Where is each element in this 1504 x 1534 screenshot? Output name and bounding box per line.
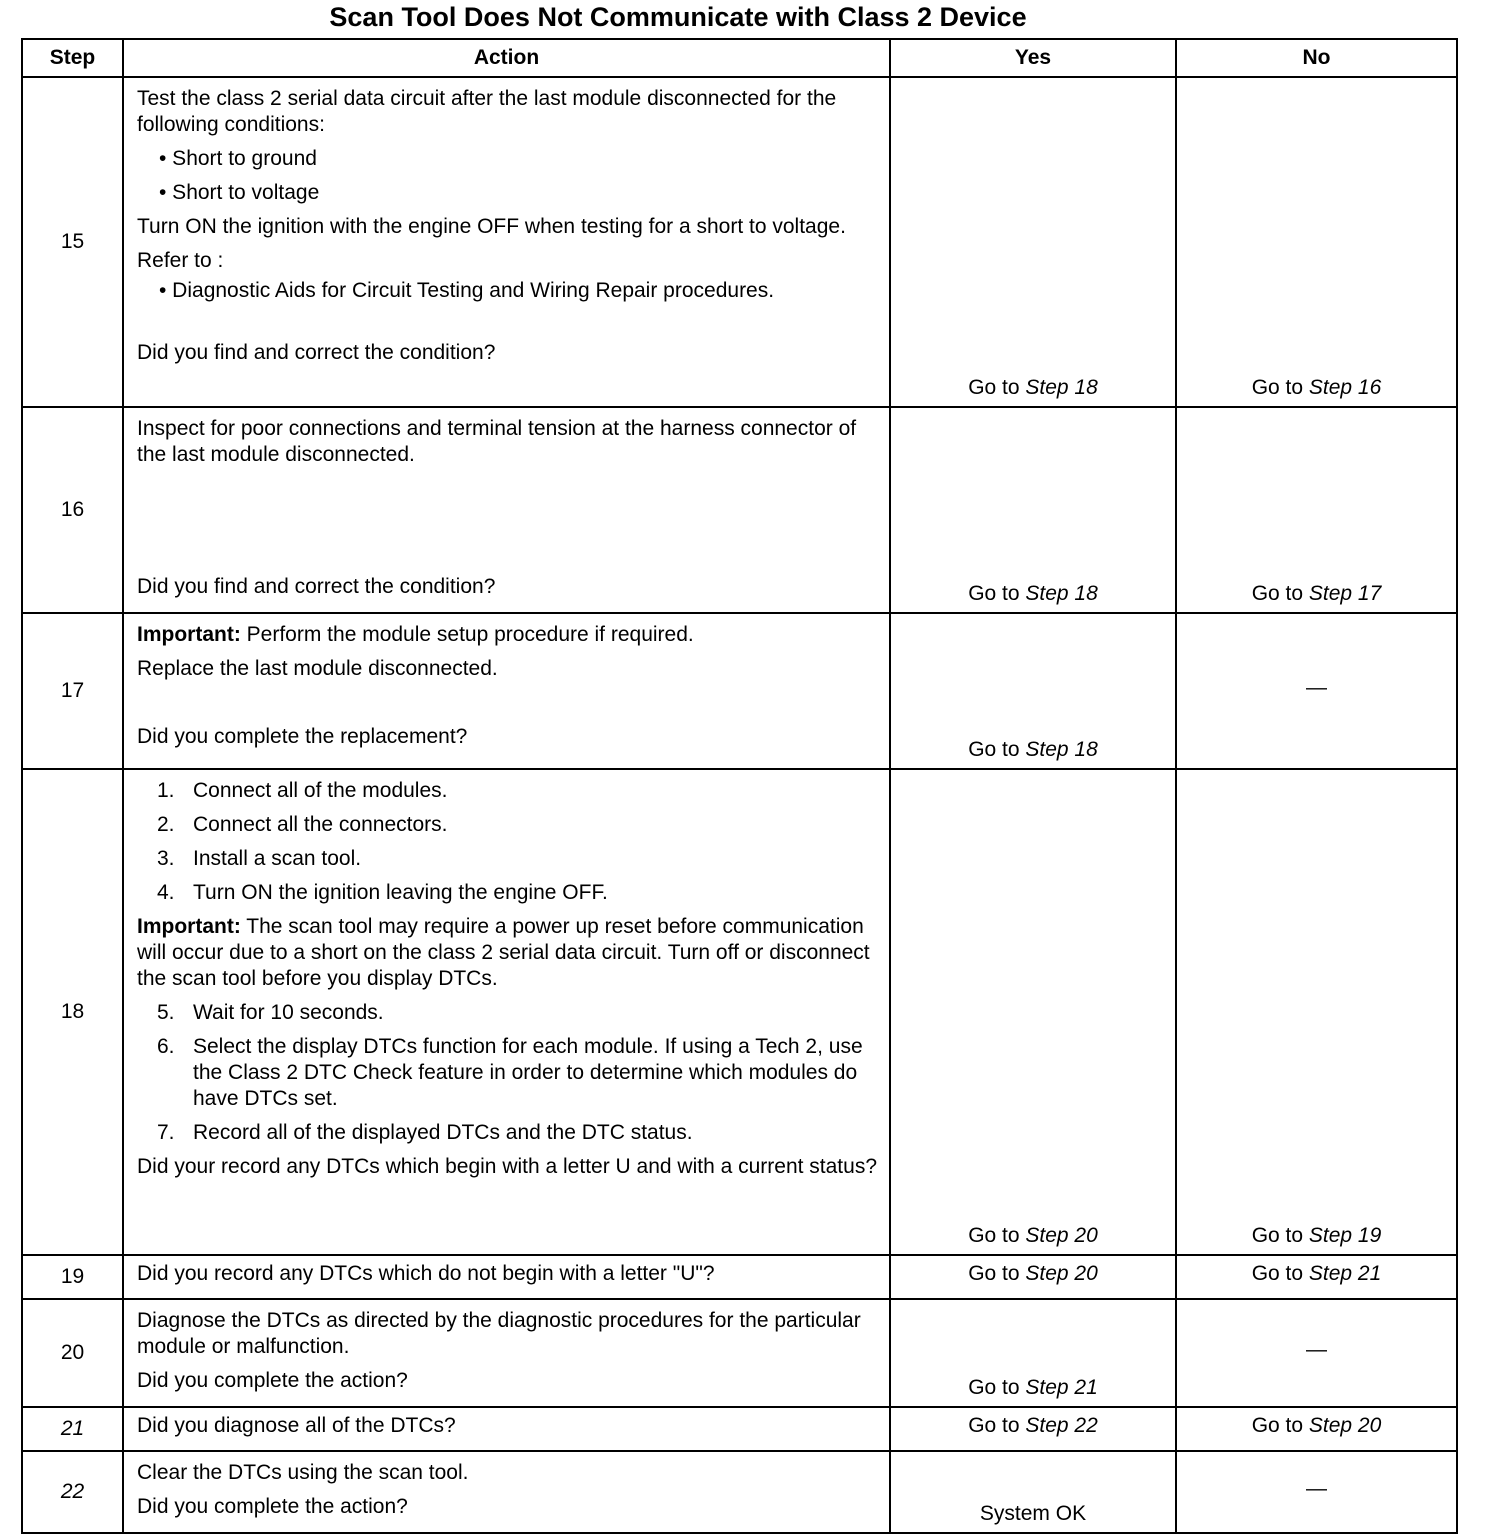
important-text: The scan tool may require a power up reset before communication will occur due to a short on the class 2 serial data circuit. Turn off or disconnect the scan tool before you display DTCs. xyxy=(137,915,870,990)
goto-text: Go to xyxy=(968,1262,1026,1285)
table-row-step-19 xyxy=(22,1255,1457,1299)
table-row-step-17 xyxy=(22,613,1457,769)
no-cell xyxy=(1176,1407,1457,1451)
step-link[interactable]: Step 20 xyxy=(1025,1224,1098,1247)
step-text: Turn ON the ignition leaving the engine OFF. xyxy=(193,881,608,904)
step-index: 2. xyxy=(157,813,175,836)
goto-text: Go to xyxy=(1251,1414,1309,1437)
step-link[interactable]: Step 18 xyxy=(1025,376,1098,399)
step-link[interactable]: Step 21 xyxy=(1308,1262,1382,1285)
no-cell: — xyxy=(1176,613,1457,769)
diagnostic-table xyxy=(21,38,1458,1534)
step-number: 22 xyxy=(22,1451,123,1533)
yes-cell xyxy=(890,77,1176,407)
question-text: Did you complete the replacement? xyxy=(137,725,468,748)
table-row-step-20 xyxy=(22,1299,1457,1407)
goto-text: Go to xyxy=(968,738,1026,761)
step-number: 18 xyxy=(22,769,123,1255)
action-cell xyxy=(123,1255,890,1299)
action-text: Replace the last module disconnected. xyxy=(137,657,498,680)
action-cell xyxy=(123,77,890,407)
action-text: Test the class 2 serial data circuit after the last module disconnected for the following conditions: xyxy=(137,87,837,136)
step-number: 19 xyxy=(22,1255,123,1299)
step-number: 16 xyxy=(22,407,123,613)
action-cell xyxy=(123,1407,890,1451)
yes-cell xyxy=(890,1299,1176,1407)
important-text: Perform the module setup procedure if required. xyxy=(240,623,694,646)
important-note xyxy=(137,622,877,648)
question-text: Did you find and correct the condition? xyxy=(137,341,496,364)
no-cell xyxy=(1176,77,1457,407)
step-text: Connect all the connectors. xyxy=(193,813,448,836)
step-index: 1. xyxy=(157,779,175,802)
action-text: Diagnose the DTCs as directed by the diagnostic procedures for the particular module or malfunction. xyxy=(137,1309,861,1358)
important-note xyxy=(137,914,877,992)
step-link[interactable]: Step 20 xyxy=(1308,1414,1382,1437)
step-link[interactable]: Step 20 xyxy=(1025,1262,1098,1285)
numbered-step xyxy=(137,846,877,872)
step-link[interactable]: Step 16 xyxy=(1308,376,1382,399)
table-row-step-22 xyxy=(22,1451,1457,1533)
numbered-step xyxy=(137,880,877,906)
header-step: Step xyxy=(22,39,123,77)
goto-text: Go to xyxy=(1251,582,1309,605)
header-no: No xyxy=(1176,39,1457,77)
no-cell: — xyxy=(1176,1451,1457,1533)
step-number: 17 xyxy=(22,613,123,769)
goto-text: Go to xyxy=(1251,1262,1309,1285)
bullet-item: • Short to voltage xyxy=(159,181,320,204)
numbered-step xyxy=(137,1000,877,1026)
action-text: Turn ON the ignition with the engine OFF when testing for a short to voltage. xyxy=(137,215,846,238)
action-cell xyxy=(123,1299,890,1407)
step-text: Install a scan tool. xyxy=(193,847,362,870)
goto-text: Go to xyxy=(1251,376,1309,399)
important-label: Important: xyxy=(137,915,241,938)
step-link[interactable]: Step 19 xyxy=(1308,1224,1382,1247)
step-index: 5. xyxy=(157,1001,175,1024)
numbered-step xyxy=(137,1034,877,1112)
no-cell: — xyxy=(1176,1299,1457,1407)
step-link[interactable]: Step 17 xyxy=(1308,582,1382,605)
header-action: Action xyxy=(123,39,890,77)
table-row-step-21 xyxy=(22,1407,1457,1451)
table-row-step-15 xyxy=(22,77,1457,407)
step-text: Connect all of the modules. xyxy=(193,779,448,802)
question-text: Did you diagnose all of the DTCs? xyxy=(137,1414,456,1437)
action-text: Clear the DTCs using the scan tool. xyxy=(137,1461,469,1484)
step-index: 7. xyxy=(157,1121,175,1144)
step-text: Record all of the displayed DTCs and the DTC status. xyxy=(193,1121,693,1144)
step-index: 6. xyxy=(157,1035,175,1058)
table-row-step-18 xyxy=(22,769,1457,1255)
yes-cell xyxy=(890,1407,1176,1451)
bullet-item: • Short to ground xyxy=(159,147,317,170)
goto-text: Go to xyxy=(968,582,1026,605)
action-cell xyxy=(123,407,890,613)
yes-cell xyxy=(890,769,1176,1255)
action-text: Refer to : xyxy=(137,249,224,272)
yes-cell xyxy=(890,613,1176,769)
numbered-step xyxy=(137,1120,877,1146)
yes-cell xyxy=(890,1255,1176,1299)
no-cell xyxy=(1176,769,1457,1255)
numbered-step xyxy=(137,812,877,838)
table-header-row xyxy=(22,39,1457,77)
no-cell xyxy=(1176,1255,1457,1299)
bullet-item: • Diagnostic Aids for Circuit Testing and Wiring Repair procedures. xyxy=(159,279,775,302)
table-row-step-16 xyxy=(22,407,1457,613)
goto-text: Go to xyxy=(968,1224,1026,1247)
question-text: Did you complete the action? xyxy=(137,1369,408,1392)
numbered-step xyxy=(137,778,877,804)
step-link[interactable]: Step 21 xyxy=(1025,1376,1098,1399)
yes-cell: System OK xyxy=(890,1451,1176,1533)
action-text: Inspect for poor connections and terminal tension at the harness connector of the last module disconnected. xyxy=(137,417,857,466)
goto-text: Go to xyxy=(968,1376,1026,1399)
question-text: Did your record any DTCs which begin with a letter U and with a current status? xyxy=(137,1155,877,1178)
question-text: Did you record any DTCs which do not begin with a letter "U"? xyxy=(137,1262,715,1285)
yes-cell xyxy=(890,407,1176,613)
header-yes: Yes xyxy=(890,39,1176,77)
step-text: Wait for 10 seconds. xyxy=(193,1001,384,1024)
step-index: 3. xyxy=(157,847,175,870)
goto-text: Go to xyxy=(1251,1224,1309,1247)
page-title: Scan Tool Does Not Communicate with Class 2 Device xyxy=(329,2,1027,32)
step-link[interactable]: Step 22 xyxy=(1025,1414,1098,1437)
no-cell xyxy=(1176,407,1457,613)
step-number: 21 xyxy=(22,1407,123,1451)
goto-text: Go to xyxy=(968,1414,1026,1437)
question-text: Did you complete the action? xyxy=(137,1495,408,1518)
step-number: 15 xyxy=(22,77,123,407)
action-cell xyxy=(123,613,890,769)
action-cell xyxy=(123,1451,890,1533)
important-label: Important: xyxy=(137,623,241,646)
question-text: Did you find and correct the condition? xyxy=(137,575,496,598)
action-cell xyxy=(123,769,890,1255)
step-link[interactable]: Step 18 xyxy=(1025,738,1098,761)
step-number: 20 xyxy=(22,1299,123,1407)
step-link[interactable]: Step 18 xyxy=(1025,582,1098,605)
step-text: Select the display DTCs function for each module. If using a Tech 2, use the Class 2 DTC Check feature in order to determine which modules do have DTCs set. xyxy=(193,1035,863,1110)
step-index: 4. xyxy=(157,881,175,904)
goto-text: Go to xyxy=(968,376,1026,399)
